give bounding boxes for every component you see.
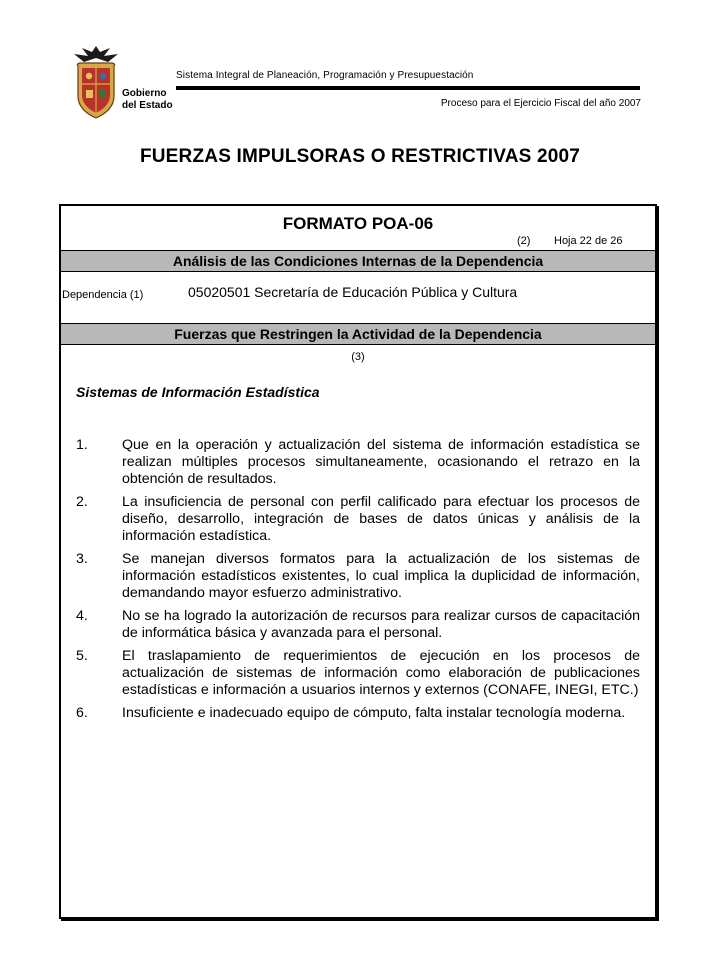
list-item [76, 705, 640, 722]
item-text: La insuficiencia de personal con perfil calificado para efectuar los procesos de diseño, desarrollo, integración de bases de datos únicas y análisis de la información estadística. [122, 494, 640, 544]
item-text: Se manejan diversos formatos para la actualización de los sistemas de información estadísticos existentes, lo cual implica la duplicidad de información, demandando mayor esfuerzo administrativo. [122, 551, 640, 601]
sheet-counter: Hoja 22 de 26 [554, 235, 623, 247]
sheet-number: (2) [517, 235, 531, 247]
conditions-header: Análisis de las Condiciones Internas de la Dependencia [61, 250, 655, 272]
item-text: No se ha logrado la autorización de recursos para realizar cursos de capacitación de informática básica y avanzada para el personal. [122, 608, 640, 641]
government-label-line2: del Estado [122, 100, 173, 111]
list-item [76, 648, 640, 699]
item-number: 5. [76, 648, 88, 664]
system-name: Sistema Integral de Planeación, Programación y Presupuestación [176, 70, 474, 81]
section-title: Sistemas de Información Estadística [76, 384, 320, 400]
item-number: 3. [76, 551, 88, 567]
page-title: FUERZAS IMPULSORAS O RESTRICTIVAS 2007 [139, 146, 581, 167]
item-number: 1. [76, 437, 88, 453]
state-coat-of-arms-icon [68, 44, 124, 120]
subsection-number: (3) [351, 351, 365, 363]
header-rule [176, 86, 640, 90]
government-label-line1: Gobierno [122, 88, 167, 99]
item-text: Insuficiente e inadecuado equipo de cómputo, falta instalar tecnología moderna. [122, 705, 626, 721]
fiscal-process: Proceso para el Ejercicio Fiscal del año 2007 [440, 98, 641, 109]
form-title: FORMATO POA-06 [282, 214, 434, 233]
item-number: 2. [76, 494, 88, 510]
restricting-forces-list [76, 437, 640, 728]
item-text: El traslapamiento de requerimientos de ejecución en los procesos de actualización de sistemas de información como elaboración de publicaciones estadísticas e información a usuarios internos y externos (CONAFE, INEGI, ETC.) [122, 648, 640, 698]
forces-header: Fuerzas que Restringen la Actividad de la Dependencia [61, 323, 655, 345]
list-item [76, 608, 640, 642]
item-number: 4. [76, 608, 88, 624]
list-item [76, 437, 640, 488]
list-item [76, 494, 640, 545]
item-text: Que en la operación y actualización del sistema de información estadística se realizan múltiples procesos simultaneamente, ocasionando el retrazo en la obtención de resultados. [122, 437, 640, 487]
dependency-label: Dependencia (1) [62, 289, 144, 301]
dependency-value: 05020501 Secretaría de Educación Pública y Cultura [188, 284, 518, 300]
item-number: 6. [76, 705, 88, 721]
list-item [76, 551, 640, 602]
